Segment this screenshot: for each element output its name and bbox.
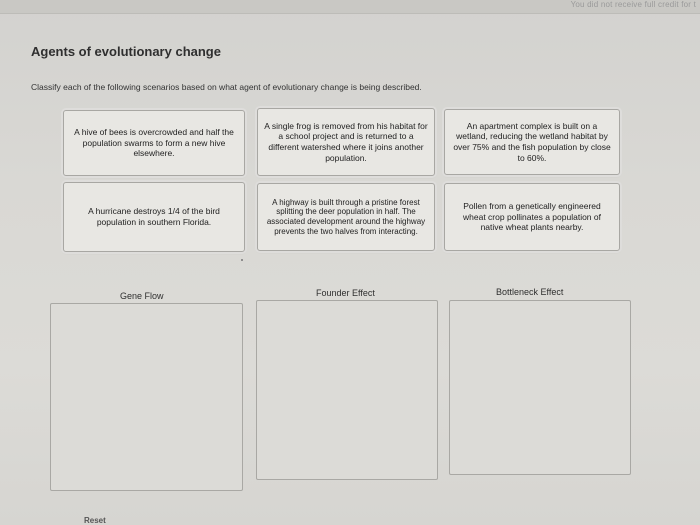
drop-zone-gene-flow[interactable] <box>50 303 243 491</box>
top-bar <box>0 0 700 14</box>
scenario-card-wheat-pollen[interactable] <box>444 183 620 251</box>
reset-button[interactable]: Reset <box>84 516 106 525</box>
category-heading-bottleneck-effect: Bottleneck Effect <box>496 287 564 297</box>
scenario-card-frog[interactable] <box>257 108 435 176</box>
category-heading-founder-effect: Founder Effect <box>316 288 375 298</box>
scenario-text: An apartment complex is built on a wetland, reducing the wetland habitat by over 75% and the fish population by close to 60%. <box>453 120 611 163</box>
drop-zone-founder-effect[interactable] <box>256 300 438 480</box>
scenario-card-apartment-wetland[interactable] <box>444 109 620 175</box>
scenario-text: Pollen from a genetically engineered wheat crop pollinates a population of native wheat plants nearby. <box>463 201 601 233</box>
scenario-card-hurricane[interactable] <box>63 182 245 252</box>
drop-zone-bottleneck-effect[interactable] <box>449 300 631 475</box>
scenario-text: A highway is built through a pristine forest splitting the deer population in half. The associated development around the highway prevents the two halves from interacting. <box>266 197 426 236</box>
decorative-dot <box>241 259 243 261</box>
scenario-card-highway[interactable] <box>257 183 435 251</box>
question-title: Agents of evolutionary change <box>31 44 221 59</box>
scenario-card-bee-hive[interactable] <box>63 110 245 176</box>
scenario-text: A hive of bees is overcrowded and half the population swarms to form a new hive elsewhere. <box>74 127 234 159</box>
scenario-text: A single frog is removed from his habitat for a school project and is returned to a different watershed where it joins another population. <box>264 120 428 163</box>
scenario-text: A hurricane destroys 1/4 of the bird population in southern Florida. <box>88 206 220 227</box>
category-heading-gene-flow: Gene Flow <box>120 291 164 301</box>
question-instruction: Classify each of the following scenarios based on what agent of evolutionary change is being described. <box>31 82 422 92</box>
credit-notice: You did not receive full credit for t <box>570 0 696 9</box>
